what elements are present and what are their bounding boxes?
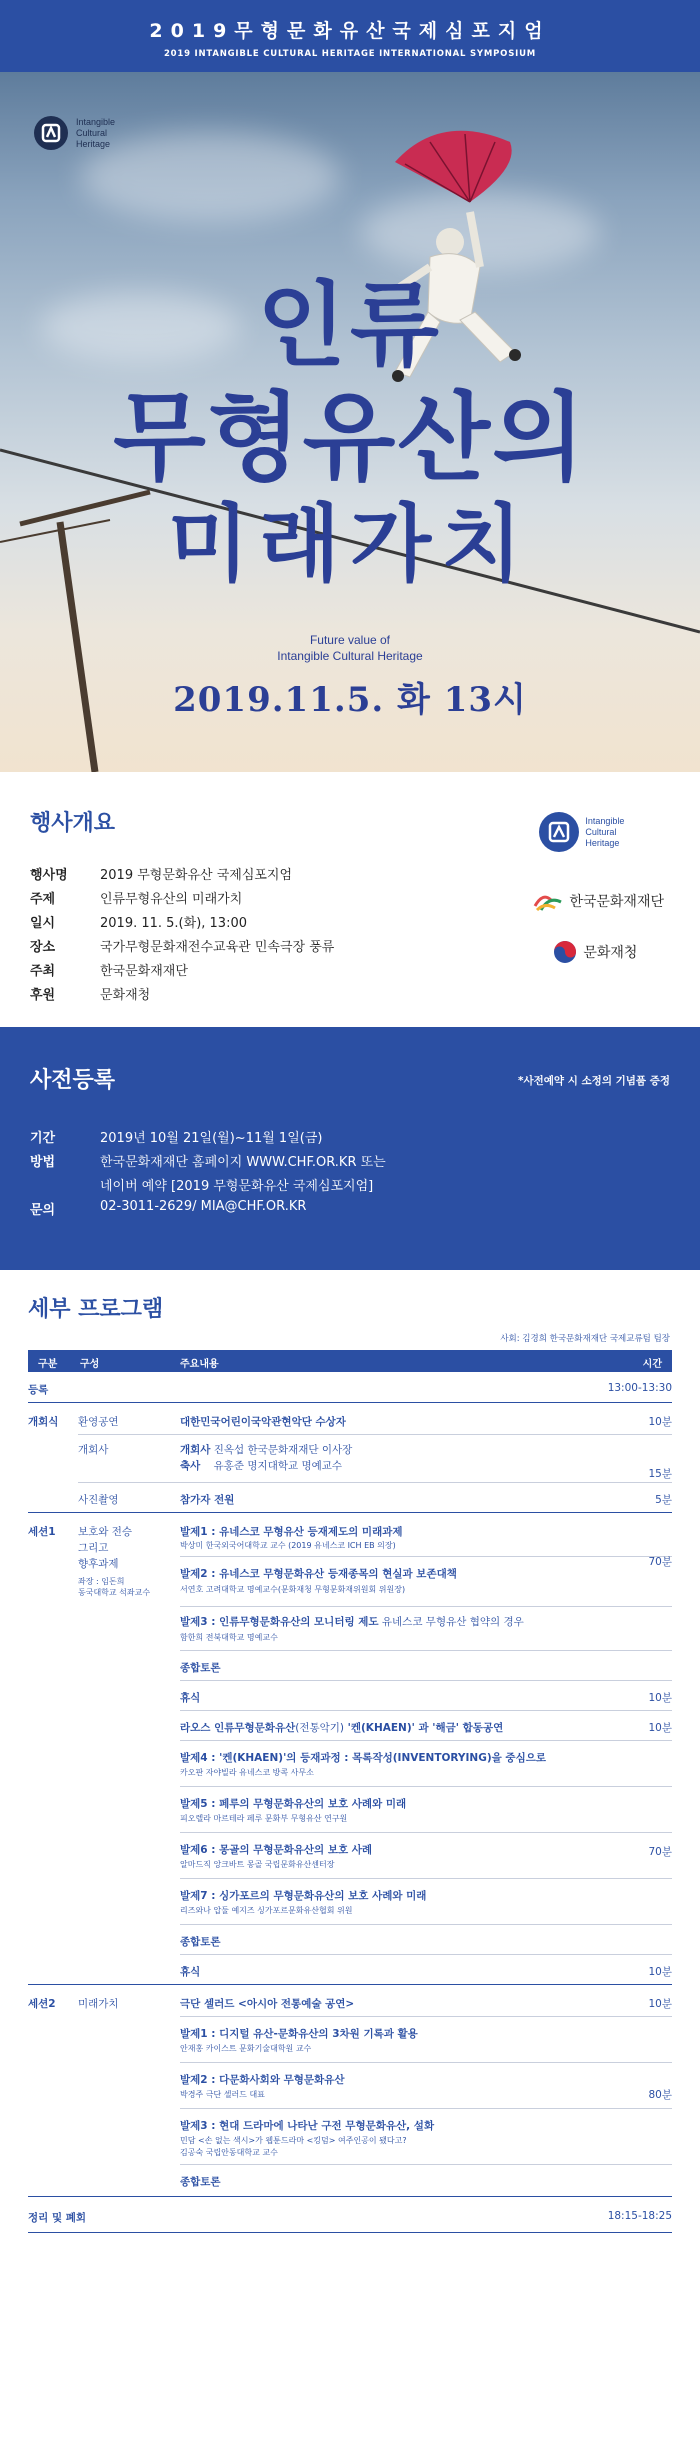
cha-logo-text: 문화재청: [583, 945, 638, 961]
divider: [28, 2232, 672, 2233]
row-presenter: 알마드직 앙크바트 몽골 국립문화유산센터장: [180, 1860, 335, 1869]
row-time: 80분: [648, 2089, 672, 2101]
registration-row: [30, 1127, 322, 1146]
divider: [180, 2016, 672, 2017]
row-presenter: 서연호 고려대학교 명예교수(문화재청 무형문화재위원회 위원장): [180, 1585, 406, 1594]
row-presenter: 박상미 한국외국어대학교 교수 (2019 유네스코 ICH EB 의장): [180, 1541, 396, 1550]
row-content: 종합토론: [180, 1662, 221, 1674]
banner-title-ko: 2019무형문화유산국제심포지엄: [149, 20, 551, 42]
row-content: 발제5 : 페루의 무형문화유산의 보호 사례와 미래: [180, 1798, 407, 1810]
row-presenter: 피오렐라 마르테라 페루 문화부 무형유산 연구원: [180, 1814, 348, 1823]
chf-logo-text: 한국문화재재단: [569, 894, 664, 910]
row-time: 10분: [648, 1692, 672, 1704]
hero-subtitle-line: Intangible Cultural Heritage: [277, 649, 423, 663]
event-overview-section: [0, 772, 700, 1027]
hero-title-line-1: 인류: [257, 271, 443, 379]
pre-registration-section: [0, 1027, 700, 1270]
ich-logo: [34, 116, 115, 150]
divider: [28, 1402, 672, 1403]
row-presenter: 박경주 극단 셀러드 대표: [180, 2090, 265, 2099]
overview-value: 문화재청: [100, 988, 151, 1003]
registration-title: 사전등록: [30, 1068, 116, 1093]
program-table-header: [28, 1350, 672, 1372]
overview-row: [30, 960, 188, 979]
ich-logo-icon: [539, 812, 579, 852]
divider: [180, 1556, 672, 1557]
row-content: 발제7 : 싱가포르의 무형문화유산의 보호 사례와 미래: [180, 1890, 427, 1902]
overview-key: 일시: [30, 916, 56, 931]
header-content: 주요내용: [180, 1359, 219, 1370]
hero-subtitle-line: Future value of: [309, 633, 391, 647]
registration-value: 2019년 10월 21일(월)~11월 1일(금): [100, 1131, 323, 1146]
program-section: [0, 1270, 700, 2438]
cha-logo: [553, 940, 664, 964]
overview-key: 주제: [30, 892, 56, 907]
divider: [180, 1740, 672, 1741]
row-time: 10분: [648, 1722, 672, 1734]
chf-logo: [533, 890, 664, 912]
row-content: 발제2 : 유네스코 무형문화유산 등재종목의 현실과 보존대책: [180, 1568, 457, 1580]
banner-title-en: 2019 INTANGIBLE CULTURAL HERITAGE INTERNATIONAL SYMPOSIUM: [163, 49, 537, 59]
hero-subtitle: [0, 632, 700, 664]
registration-row: [30, 1151, 386, 1170]
overview-key: 행사명: [30, 868, 68, 883]
row-composition: 사진촬영: [78, 1494, 119, 1506]
overview-row: [30, 888, 242, 907]
row-category: 정리 및 폐회: [28, 2212, 87, 2224]
program-moderator: 사회: 김경희 한국문화재재단 국제교류팀 팀장: [500, 1334, 670, 1344]
overview-title: 행사개요: [30, 811, 116, 836]
row-content: 발제1 : 유네스코 무형유산 등재제도의 미래과제: [180, 1526, 403, 1538]
registration-key: 기간: [30, 1131, 56, 1146]
row-time: 13:00-13:30: [607, 1382, 672, 1394]
registration-row: [30, 1199, 306, 1218]
divider: [180, 2164, 672, 2165]
registration-key: 문의: [30, 1203, 56, 1218]
row-composition: 개회사: [78, 1444, 109, 1456]
row-category: 세션1: [28, 1526, 56, 1538]
row-time: 10분: [648, 1416, 672, 1428]
overview-value: 한국문화재재단: [100, 964, 188, 979]
registration-value: 02-3011-2629/ MIA@CHF.OR.KR: [100, 1199, 307, 1214]
overview-value: 인류무형유산의 미래가치: [100, 892, 243, 907]
session-theme: 향후과제: [78, 1558, 119, 1570]
overview-row: [30, 864, 292, 883]
divider: [180, 2062, 672, 2063]
registration-value: 한국문화재재단 홈페이지 WWW.CHF.OR.KR 또는: [100, 1155, 386, 1170]
row-content: 참가자 전원: [180, 1494, 235, 1506]
row-time: 5분: [655, 1494, 672, 1506]
overview-value: 국가무형문화재전수교육관 민속극장 풍류: [100, 940, 335, 955]
row-presenter: 김공숙 국립안동대학교 교수: [180, 2148, 278, 2157]
row-content: 종합토론: [180, 1936, 221, 1948]
hero-date: 2019.11.5. 화 13시: [173, 680, 527, 720]
divider: [180, 1924, 672, 1925]
row-content: 극단 셀러드 <아시아 전통예술 공연>: [180, 1998, 355, 2010]
logo-line: Cultural: [585, 826, 617, 837]
divider: [180, 1650, 672, 1651]
session-theme: 미래가치: [78, 1998, 119, 2010]
row-content: 발제2 : 다문화사회와 무형문화유산: [180, 2074, 345, 2086]
divider: [180, 1786, 672, 1787]
row-composition: 환영공연: [78, 1416, 119, 1428]
divider: [28, 1512, 672, 1513]
chf-logo-icon: [533, 890, 563, 912]
divider: [28, 2196, 672, 2197]
row-presenter: 안재홍 카이스트 문화기술대학원 교수: [180, 2044, 312, 2053]
row-content: 발제3 : 인류무형문화유산의 모니터링 제도 유네스코 무형유산 협약의 경우: [180, 1616, 524, 1628]
cha-logo-icon: [553, 940, 577, 964]
row-category: 세션2: [28, 1998, 56, 2010]
overview-row: [30, 984, 150, 1003]
sponsor-logos: [539, 812, 664, 964]
logo-line: Heritage: [76, 138, 111, 149]
registration-note: *사전예약 시 소정의 기념품 증정: [518, 1075, 670, 1087]
row-time: 10분: [648, 1966, 672, 1978]
program-title: 세부 프로그램: [28, 1297, 164, 1322]
logo-line: Intangible: [76, 116, 116, 127]
row-presenter: 민담 <손 없는 색시>가 웹툰드라마 <킹덤> 여주인공이 됐다고?: [180, 2136, 407, 2145]
registration-row: [30, 1175, 373, 1194]
overview-key: 장소: [30, 940, 56, 955]
overview-key: 주최: [30, 964, 56, 979]
row-time: 70분: [648, 1846, 672, 1858]
overview-row: [30, 912, 247, 931]
logo-line: Intangible: [585, 815, 625, 826]
row-time: 15분: [648, 1468, 672, 1480]
row-time: 70분: [648, 1556, 672, 1568]
row-content: 발제1 : 디지털 유산-문화유산의 3차원 기록과 활용: [180, 2028, 418, 2040]
row-content: 휴식: [180, 1966, 201, 1978]
header-composition: 구성: [80, 1359, 100, 1370]
overview-value: 2019. 11. 5.(화), 13:00: [100, 916, 247, 931]
row-content: 대한민국어린이국악관현악단 수상자: [180, 1416, 346, 1428]
overview-key: 후원: [30, 988, 56, 1003]
session-chair: 좌장 : 임돈희: [78, 1577, 125, 1586]
divider: [78, 1434, 672, 1435]
registration-key: 방법: [30, 1155, 56, 1170]
overview-value: 2019 무형문화유산 국제심포지엄: [100, 868, 293, 883]
divider: [180, 1832, 672, 1833]
divider: [180, 1878, 672, 1879]
row-content: 휴식: [180, 1692, 201, 1704]
session-chair: 동국대학교 석좌교수: [78, 1588, 151, 1597]
hero-title-line-3: 미래가치: [167, 494, 533, 593]
header-time: 시간: [642, 1359, 662, 1370]
top-banner: [0, 0, 700, 72]
row-content: 발제6 : 몽골의 무형문화유산의 보호 사례: [180, 1844, 373, 1856]
divider: [180, 1606, 672, 1607]
registration-value: 네이버 예약 [2019 무형문화유산 국제심포지엄]: [100, 1179, 374, 1194]
logo-line: Cultural: [76, 127, 108, 138]
divider: [78, 1482, 672, 1483]
row-time: 10분: [648, 1998, 672, 2010]
row-category: 등록: [28, 1384, 49, 1396]
row-presenter: 함한희 전북대학교 명예교수: [180, 1633, 278, 1642]
hero-title-line-2: 무형유산의: [113, 381, 587, 494]
row-content: 종합토론: [180, 2176, 221, 2188]
session-theme: 보호와 전승: [78, 1526, 133, 1538]
row-content: 발제3 : 현대 드라마에 나타난 구전 무형문화유산, 설화: [180, 2120, 435, 2132]
divider: [180, 2108, 672, 2109]
row-content: 라오스 인류무형문화유산(전통악기) '켄(KHAEN)' 과 '해금' 합동공연: [180, 1722, 504, 1734]
row-presenter: 리즈와나 압둘 예지즈 싱가포르문화유산협회 위원: [180, 1906, 353, 1915]
ich-logo-small: [539, 812, 664, 852]
row-content: 발제4 : '켄(KHAEN)'의 등재과정 : 목록작성(INVENTORYING)을 중심으로: [180, 1752, 546, 1764]
row-presenter: 카오판 자야빌라 유네스코 방콕 사무소: [180, 1768, 314, 1777]
row-content: 개회사 진옥섭 한국문화재재단 이사장: [180, 1444, 353, 1456]
divider: [180, 1710, 672, 1711]
hero-poster: [0, 72, 700, 772]
logo-line: Heritage: [585, 837, 620, 848]
row-time: 18:15-18:25: [607, 2210, 672, 2222]
overview-row: [30, 936, 334, 955]
session-theme: 그리고: [78, 1542, 109, 1554]
row-content: 축사 유홍준 명지대학교 명예교수: [180, 1460, 343, 1472]
header-category: 구분: [38, 1359, 58, 1370]
divider: [180, 1680, 672, 1681]
ich-logo-icon: [34, 116, 68, 150]
row-category: 개회식: [28, 1416, 59, 1428]
divider: [28, 1984, 672, 1985]
divider: [180, 1954, 672, 1955]
registration-key: [30, 1175, 72, 1194]
